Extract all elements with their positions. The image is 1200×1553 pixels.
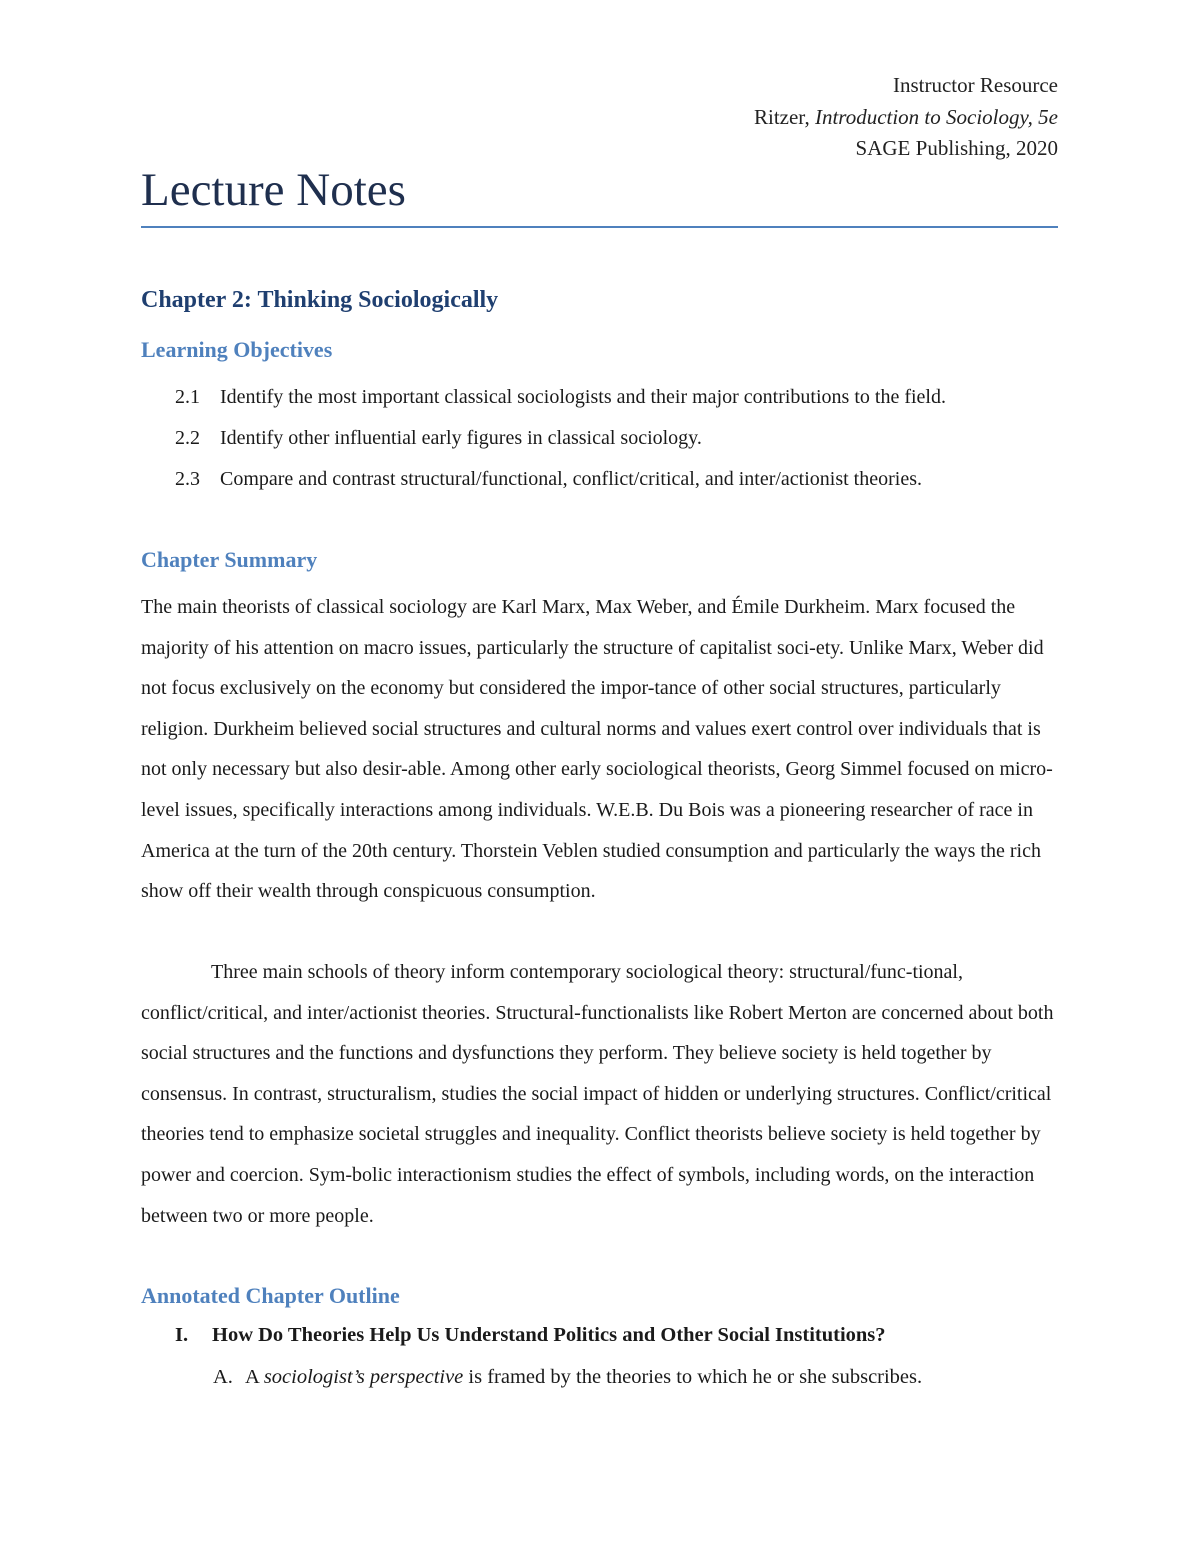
learning-objectives-heading: Learning Objectives: [141, 337, 333, 362]
outline-term: sociologist’s perspective: [263, 1366, 464, 1388]
outline-item-prefix: A: [245, 1366, 264, 1388]
objective-number: 2.2: [175, 427, 200, 449]
outline-item-A: [213, 1366, 922, 1389]
resource-header: [754, 70, 1058, 165]
objective-number: 2.3: [175, 468, 200, 490]
header-line-publisher: SAGE Publishing, 2020: [855, 136, 1058, 160]
title-underline: [141, 226, 1058, 228]
header-book-title: Introduction to Sociology, 5e: [814, 104, 1058, 129]
outline-section-I: [175, 1324, 886, 1347]
header-author: Ritzer,: [753, 104, 815, 129]
objective-text: Identify the most important classical sociologists and their major contributions to the field.: [220, 386, 946, 408]
outline-letter: A.: [213, 1366, 233, 1388]
summary-paragraph-1: The main theorists of classical sociology are Karl Marx, Max Weber, and Émile Durkheim. Marx focused the majority of his attention on macro issues, particularly the structure of capitalist soci-ety. Unlike Marx, Weber did not focus exclusively on the economy but considered the impor-tance of other social structures, particularly religion. Durkheim believed social structures and cultural norms and values exert control over individuals that is not only necessary but also desir-able. Among other early sociological theorists, Georg Simmel focused on micro-level issues, specifically interactions among individuals. W.E.B. Du Bois was a pioneering researcher of race in America at the turn of the 20th century. Thorstein Veblen studied consumption and particularly the ways the rich show off their wealth through conspicuous consumption.: [141, 596, 1053, 903]
chapter-heading: Chapter 2: Thinking Sociologically: [141, 287, 499, 313]
outline-item-suffix: is framed by the theories to which he or she subscribes.: [463, 1366, 923, 1388]
summary-paragraph-2: Three main schools of theory inform contemporary sociological theory: structural/func-tional, conflict/critical, and inter/actionist theories. Structural-functionalists like Robert Merton are concerned about both social structures and the functions and dysfunctions they perform. They believe society is held together by consensus. In contrast, structuralism, studies the social impact of hidden or underlying structures. Conflict/critical theories tend to emphasize societal struggles and inequality. Conflict theorists believe society is held together by power and coercion. Sym-bolic interactionism studies the effect of symbols, including words, on the interaction between two or more people.: [141, 961, 1054, 1227]
page-title: Lecture Notes: [141, 164, 406, 216]
outline-section-title: How Do Theories Help Us Understand Politics and Other Social Institutions?: [212, 1324, 886, 1346]
objective-item: [141, 418, 1058, 459]
annotated-outline-heading: Annotated Chapter Outline: [141, 1283, 400, 1308]
objective-item: [141, 459, 1058, 500]
objective-item: [141, 377, 1058, 418]
chapter-summary-heading: Chapter Summary: [141, 547, 318, 572]
header-line-instructor: Instructor Resource: [892, 73, 1058, 97]
outline-item-text: [245, 1366, 922, 1389]
objective-text: Identify other influential early figures in classical sociology.: [220, 427, 702, 449]
objective-text: Compare and contrast structural/functional, conflict/critical, and inter/actionist theories.: [220, 468, 922, 490]
learning-objectives-list: [141, 377, 1058, 500]
outline-roman-numeral: I.: [175, 1324, 189, 1346]
objective-number: 2.1: [175, 386, 200, 408]
header-line-book: [754, 102, 1058, 134]
